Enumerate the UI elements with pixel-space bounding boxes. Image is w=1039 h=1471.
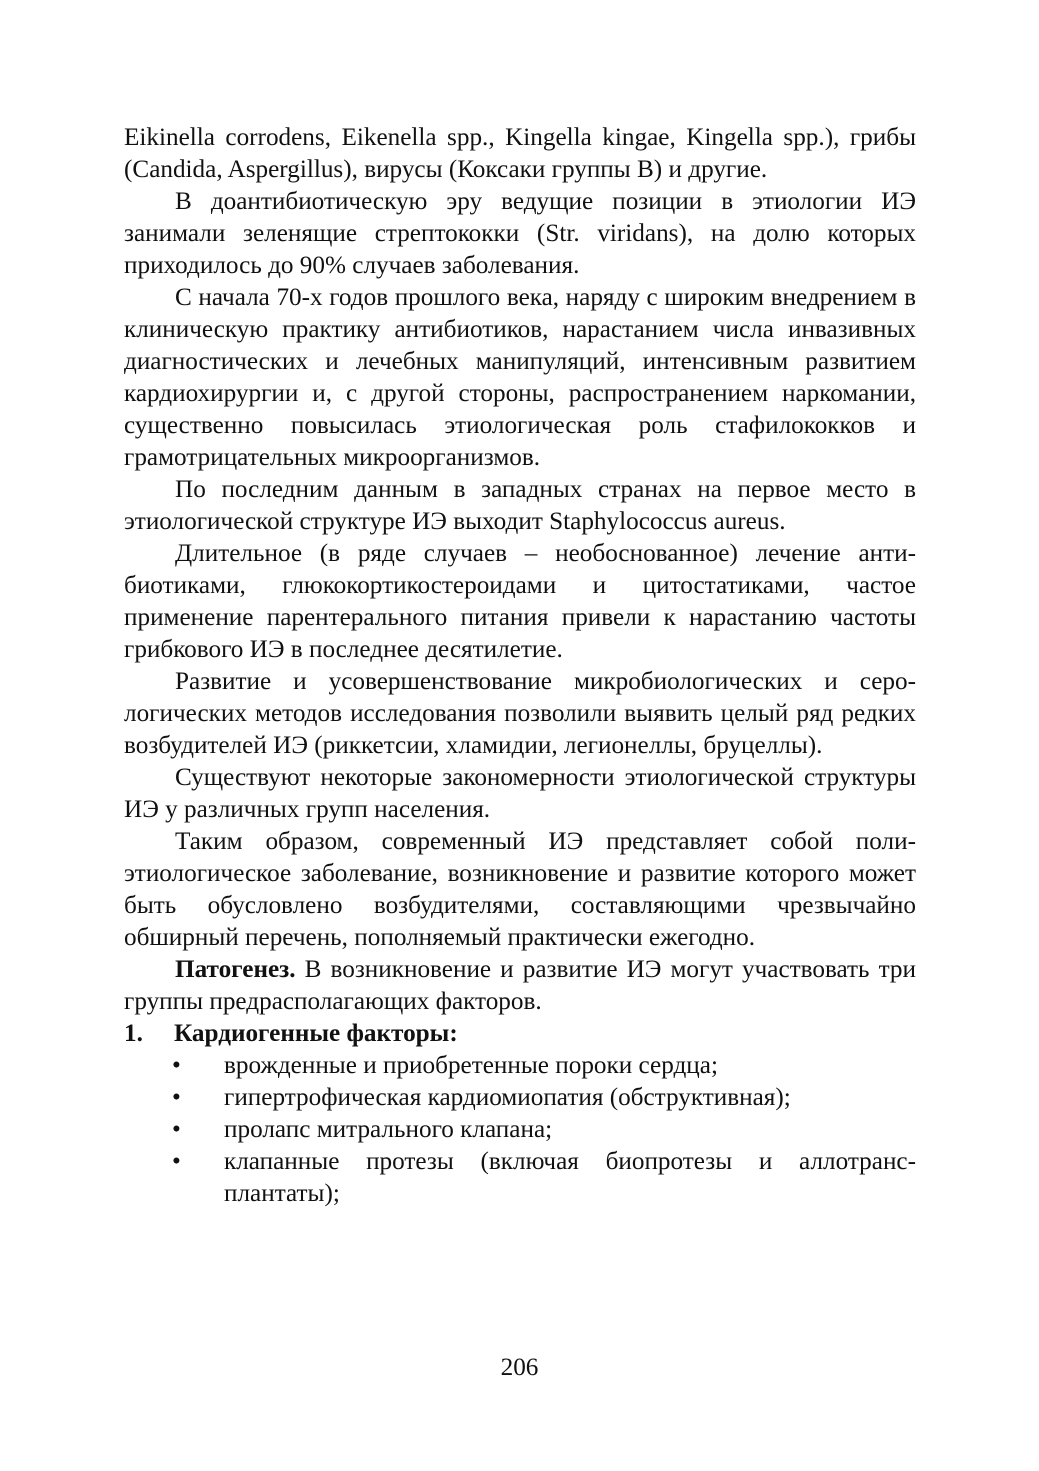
paragraph-fungal: Длительное (в ряде случаев – необоснованное) лечение антибиотиками, глюкокортикостероидами и цитостатиками, частое применение парентерального питания привели к нарастанию частоты грибкового ИЭ в последнее десятилетие. xyxy=(124,540,916,663)
pathogenesis-term: Патогенез. xyxy=(175,956,296,983)
factor-list xyxy=(124,1050,916,1210)
pathogenesis-text: В возникновение и развитие ИЭ могут участвовать три группы предрасполагающих факторов. xyxy=(124,956,916,1015)
page-number: 206 xyxy=(500,1354,539,1381)
list-item-text: гипертрофическая кардиомиопатия (обструктивная); xyxy=(224,1084,791,1111)
list-item-text: врожденные и приобретенные пороки сердца; xyxy=(224,1052,718,1079)
paragraph-patterns: Существуют некоторые закономерности этиологической структуры ИЭ у различных групп населения. xyxy=(124,764,916,823)
paragraph-continuation: Eikinella corrodens, Eikenella spp., Kingella kingae, Kingella spp.), грибы (Candida, Aspergillus), вирусы (Коксаки группы В) и другие. xyxy=(124,124,916,183)
paragraph-western-data: По последним данным в западных странах на первое место в этиологической структуре ИЭ выходит Staphylococcus aureus. xyxy=(124,476,916,535)
list-item xyxy=(124,1082,916,1114)
section-title: Кардиогенные факторы: xyxy=(174,1020,458,1047)
list-item xyxy=(124,1050,916,1082)
bullet-icon: • xyxy=(172,1052,181,1079)
section-number: 1. xyxy=(124,1020,143,1047)
list-item-text: клапанные протезы (включая биопротезы и аллотрансплантаты); xyxy=(224,1148,916,1207)
paragraph-preantibiotic-era: В доантибиотическую эру ведущие позиции в этиологии ИЭ занимали зеленящие стрептококки (Str. viridans), на долю которых приходилось до 90% случаев заболевания. xyxy=(124,188,916,279)
paragraph-methods: Развитие и усовершенствование микробиологических и серологических методов исследования позволили выявить целый ряд редких возбудителей ИЭ (риккетсии, хламидии, легионеллы, бруцеллы). xyxy=(124,668,916,759)
bullet-icon: • xyxy=(172,1084,181,1111)
list-item xyxy=(124,1114,916,1146)
list-item xyxy=(124,1146,916,1210)
paragraph-conclusion: Таким образом, современный ИЭ представляет собой полиэтиологическое заболевание, возникновение и развитие которого может быть обусловлено возбудителями, составляющими чрезвычайно обширный перечень, пополняемый практически ежегодно. xyxy=(124,828,916,951)
page-body xyxy=(124,122,916,1210)
paragraph-seventies: С начала 70-х годов прошлого века, наряду с широким внедрением в клиническую практику антибиотиков, нарастанием числа инвазивных диагностических и лечебных манипуляций, интенсивным развитием кардиохирургии и, с другой стороны, распространением наркомании, существенно повысилась этиологическая роль стафилококков и грамотрицательных микроорганизмов. xyxy=(124,284,916,471)
list-item-text: пролапс митрального клапана; xyxy=(224,1116,553,1143)
section-heading xyxy=(124,1018,916,1050)
bullet-icon: • xyxy=(172,1116,181,1143)
bullet-icon: • xyxy=(172,1148,181,1175)
paragraph-pathogenesis xyxy=(124,954,916,1018)
